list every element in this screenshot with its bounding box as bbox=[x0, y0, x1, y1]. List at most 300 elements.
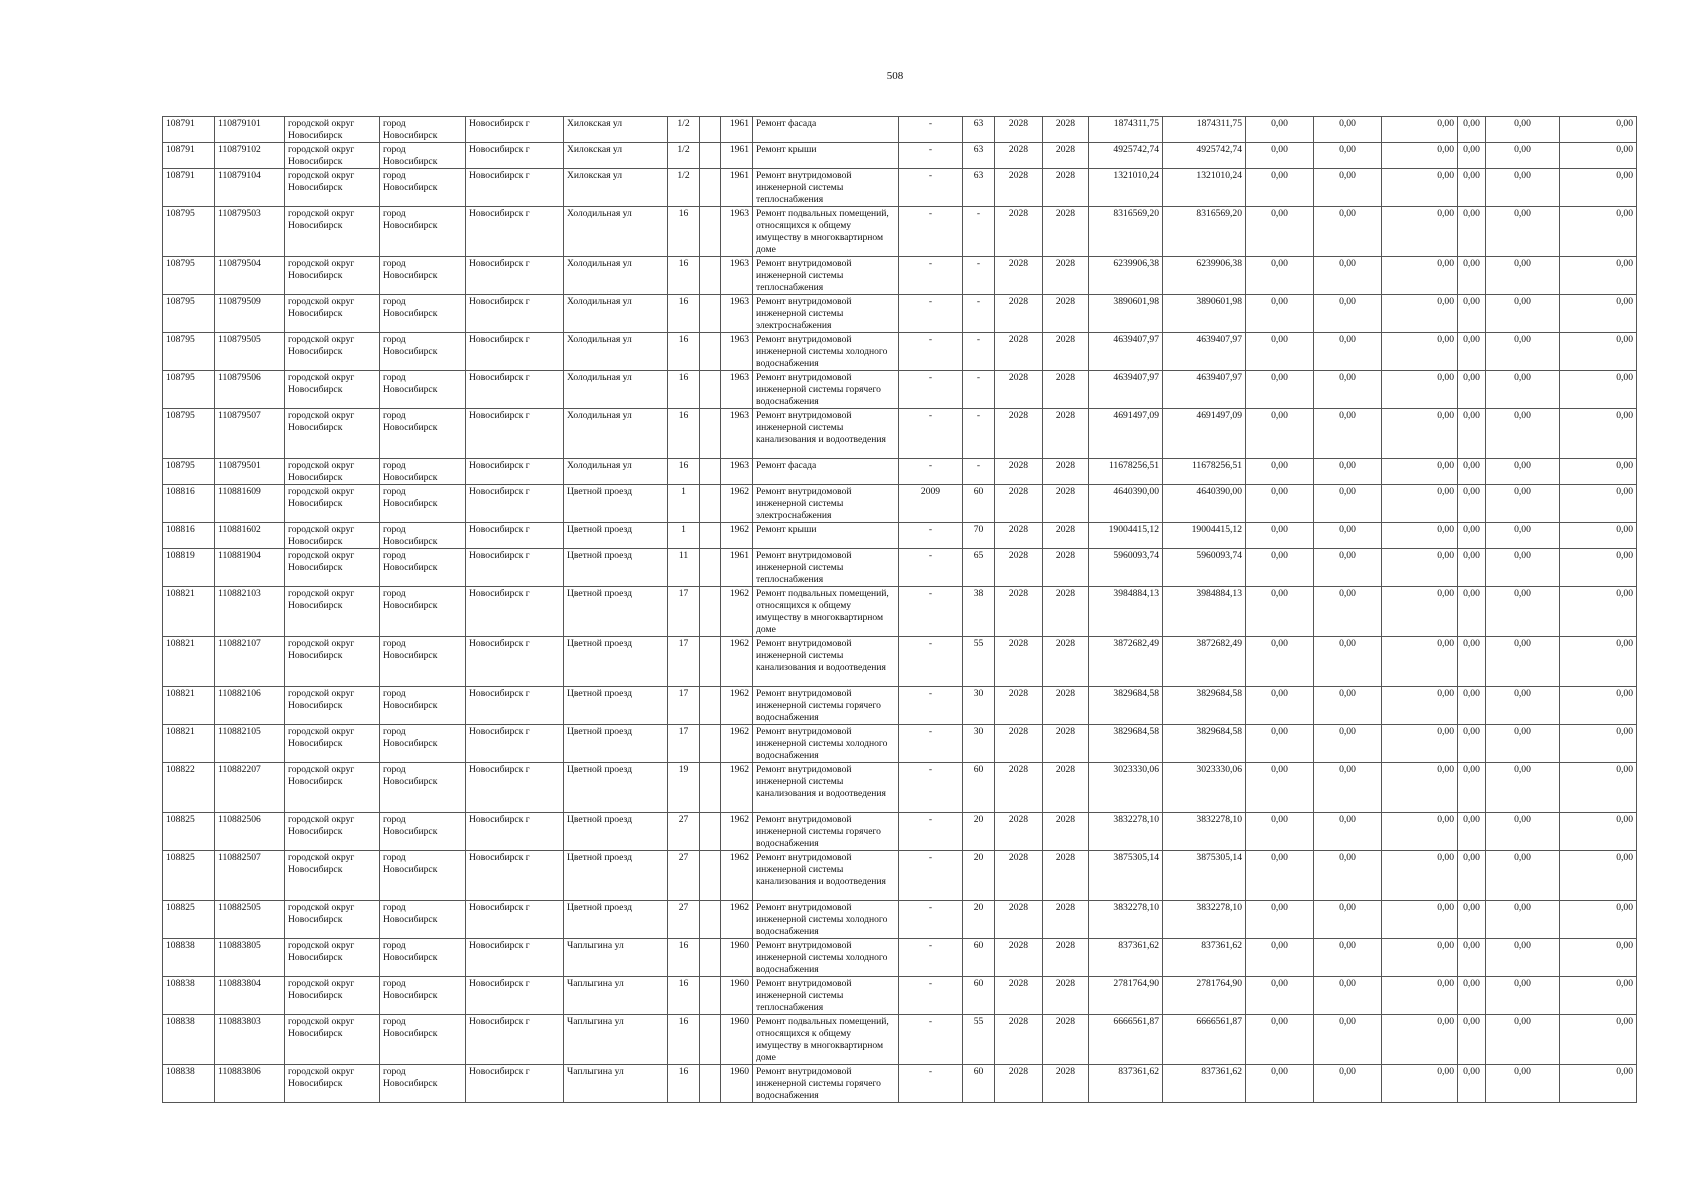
cell-street: Цветной проезд bbox=[564, 523, 668, 549]
cell-fund-cost: 3832278,10 bbox=[1163, 813, 1246, 851]
cell-build-year: 1963 bbox=[721, 257, 753, 295]
cell-reserve-b: 0,00 bbox=[1560, 207, 1637, 257]
cell-total-cost: 3829684,58 bbox=[1089, 687, 1163, 725]
cell-regional-funds: 0,00 bbox=[1246, 207, 1314, 257]
cell-reserve-a: 0,00 bbox=[1486, 459, 1560, 485]
cell-work-type: Ремонт внутридомовой инженерной системы горячего водоснабжения bbox=[753, 687, 899, 725]
cell-plan-year-from: 2028 bbox=[995, 813, 1043, 851]
cell-regional-funds: 0,00 bbox=[1246, 687, 1314, 725]
cell-reserve-a: 0,00 bbox=[1486, 169, 1560, 207]
cell-build-year: 1960 bbox=[721, 1015, 753, 1065]
cell-plan-year-to: 2028 bbox=[1043, 459, 1089, 485]
cell-wear-percent: - bbox=[963, 371, 995, 409]
cell-municipal-funds: 0,00 bbox=[1314, 977, 1382, 1015]
cell-regional-funds: 0,00 bbox=[1246, 851, 1314, 901]
cell-work-type: Ремонт внутридомовой инженерной системы горячего водоснабжения bbox=[753, 371, 899, 409]
cell-work-type: Ремонт внутридомовой инженерной системы холодного водоснабжения bbox=[753, 725, 899, 763]
cell-total-cost: 3984884,13 bbox=[1089, 587, 1163, 637]
cell-municipality: городской округ Новосибирск bbox=[285, 637, 380, 687]
cell-wear-percent: - bbox=[963, 333, 995, 371]
cell-work-id: 110879104 bbox=[215, 169, 285, 207]
cell-wear-percent: 20 bbox=[963, 901, 995, 939]
cell-reserve-a: 0,00 bbox=[1486, 977, 1560, 1015]
page-number: 508 bbox=[886, 70, 904, 82]
cell-plan-year-to: 2028 bbox=[1043, 763, 1089, 813]
cell-build-year: 1962 bbox=[721, 687, 753, 725]
cell-plan-year-to: 2028 bbox=[1043, 549, 1089, 587]
cell-regional-funds: 0,00 bbox=[1246, 169, 1314, 207]
cell-regional-funds: 0,00 bbox=[1246, 143, 1314, 169]
cell-building-id: 108822 bbox=[163, 763, 215, 813]
cell-street: Хилокская ул bbox=[564, 143, 668, 169]
cell-settlement: город Новосибирск bbox=[380, 117, 466, 143]
cell-city: Новосибирск г bbox=[466, 901, 564, 939]
cell-reserve-b: 0,00 bbox=[1560, 587, 1637, 637]
cell-last-repair-year: - bbox=[899, 523, 963, 549]
cell-total-cost: 837361,62 bbox=[1089, 939, 1163, 977]
cell-total-cost: 3832278,10 bbox=[1089, 813, 1163, 851]
cell-house-letter bbox=[700, 409, 721, 459]
cell-regional-funds: 0,00 bbox=[1246, 763, 1314, 813]
cell-reserve-b: 0,00 bbox=[1560, 485, 1637, 523]
cell-work-type: Ремонт фасада bbox=[753, 459, 899, 485]
cell-work-type: Ремонт внутридомовой инженерной системы горячего водоснабжения bbox=[753, 1065, 899, 1103]
cell-total-cost: 4925742,74 bbox=[1089, 143, 1163, 169]
cell-build-year: 1962 bbox=[721, 725, 753, 763]
cell-plan-year-to: 2028 bbox=[1043, 143, 1089, 169]
cell-municipality: городской округ Новосибирск bbox=[285, 587, 380, 637]
cell-plan-year-from: 2028 bbox=[995, 763, 1043, 813]
cell-reserve-a: 0,00 bbox=[1486, 207, 1560, 257]
cell-owners-funds: 0,00 bbox=[1382, 117, 1458, 143]
cell-last-repair-year: - bbox=[899, 763, 963, 813]
cell-reserve-a: 0,00 bbox=[1486, 295, 1560, 333]
cell-settlement: город Новосибирск bbox=[380, 257, 466, 295]
cell-regional-funds: 0,00 bbox=[1246, 549, 1314, 587]
cell-fund-cost: 4691497,09 bbox=[1163, 409, 1246, 459]
table-row bbox=[163, 939, 1637, 977]
cell-build-year: 1962 bbox=[721, 813, 753, 851]
cell-building-id: 108819 bbox=[163, 549, 215, 587]
table-row bbox=[163, 725, 1637, 763]
cell-reserve-a: 0,00 bbox=[1486, 637, 1560, 687]
cell-municipal-funds: 0,00 bbox=[1314, 901, 1382, 939]
cell-building-id: 108821 bbox=[163, 725, 215, 763]
cell-other-funds: 0,00 bbox=[1458, 459, 1486, 485]
cell-plan-year-to: 2028 bbox=[1043, 409, 1089, 459]
cell-plan-year-from: 2028 bbox=[995, 549, 1043, 587]
table-row bbox=[163, 637, 1637, 687]
cell-municipality: городской округ Новосибирск bbox=[285, 1065, 380, 1103]
cell-wear-percent: - bbox=[963, 257, 995, 295]
cell-total-cost: 3872682,49 bbox=[1089, 637, 1163, 687]
cell-plan-year-to: 2028 bbox=[1043, 687, 1089, 725]
cell-reserve-a: 0,00 bbox=[1486, 725, 1560, 763]
cell-total-cost: 3832278,10 bbox=[1089, 901, 1163, 939]
cell-reserve-b: 0,00 bbox=[1560, 295, 1637, 333]
cell-street: Холодильная ул bbox=[564, 409, 668, 459]
cell-owners-funds: 0,00 bbox=[1382, 295, 1458, 333]
cell-plan-year-to: 2028 bbox=[1043, 901, 1089, 939]
cell-street: Цветной проезд bbox=[564, 725, 668, 763]
cell-plan-year-to: 2028 bbox=[1043, 1065, 1089, 1103]
cell-municipal-funds: 0,00 bbox=[1314, 257, 1382, 295]
cell-build-year: 1962 bbox=[721, 763, 753, 813]
cell-wear-percent: 60 bbox=[963, 1065, 995, 1103]
cell-regional-funds: 0,00 bbox=[1246, 257, 1314, 295]
cell-build-year: 1962 bbox=[721, 851, 753, 901]
cell-wear-percent: 60 bbox=[963, 977, 995, 1015]
cell-wear-percent: 30 bbox=[963, 725, 995, 763]
cell-work-type: Ремонт подвальных помещений, относящихся к общему имуществу в многоквартирном доме bbox=[753, 207, 899, 257]
cell-work-type: Ремонт подвальных помещений, относящихся к общему имуществу в многоквартирном доме bbox=[753, 1015, 899, 1065]
cell-house-letter bbox=[700, 459, 721, 485]
cell-other-funds: 0,00 bbox=[1458, 371, 1486, 409]
cell-work-id: 110879101 bbox=[215, 117, 285, 143]
cell-wear-percent: - bbox=[963, 409, 995, 459]
cell-reserve-a: 0,00 bbox=[1486, 1015, 1560, 1065]
cell-other-funds: 0,00 bbox=[1458, 977, 1486, 1015]
cell-municipal-funds: 0,00 bbox=[1314, 1015, 1382, 1065]
cell-last-repair-year: - bbox=[899, 1015, 963, 1065]
table-row bbox=[163, 1015, 1637, 1065]
cell-house-letter bbox=[700, 939, 721, 977]
cell-other-funds: 0,00 bbox=[1458, 851, 1486, 901]
cell-other-funds: 0,00 bbox=[1458, 485, 1486, 523]
cell-other-funds: 0,00 bbox=[1458, 523, 1486, 549]
cell-work-id: 110883806 bbox=[215, 1065, 285, 1103]
cell-reserve-b: 0,00 bbox=[1560, 117, 1637, 143]
cell-work-type: Ремонт внутридомовой инженерной системы горячего водоснабжения bbox=[753, 813, 899, 851]
cell-build-year: 1963 bbox=[721, 333, 753, 371]
cell-owners-funds: 0,00 bbox=[1382, 207, 1458, 257]
cell-building-id: 108795 bbox=[163, 333, 215, 371]
cell-other-funds: 0,00 bbox=[1458, 1065, 1486, 1103]
cell-house-number: 27 bbox=[668, 813, 700, 851]
cell-work-id: 110881904 bbox=[215, 549, 285, 587]
cell-house-number: 1/2 bbox=[668, 117, 700, 143]
cell-municipality: городской округ Новосибирск bbox=[285, 763, 380, 813]
cell-regional-funds: 0,00 bbox=[1246, 1015, 1314, 1065]
cell-settlement: город Новосибирск bbox=[380, 763, 466, 813]
cell-city: Новосибирск г bbox=[466, 523, 564, 549]
cell-last-repair-year: - bbox=[899, 409, 963, 459]
cell-other-funds: 0,00 bbox=[1458, 813, 1486, 851]
cell-settlement: город Новосибирск bbox=[380, 409, 466, 459]
cell-building-id: 108795 bbox=[163, 459, 215, 485]
cell-other-funds: 0,00 bbox=[1458, 295, 1486, 333]
cell-house-letter bbox=[700, 549, 721, 587]
cell-building-id: 108825 bbox=[163, 901, 215, 939]
cell-city: Новосибирск г bbox=[466, 485, 564, 523]
cell-work-id: 110879504 bbox=[215, 257, 285, 295]
cell-plan-year-from: 2028 bbox=[995, 257, 1043, 295]
cell-regional-funds: 0,00 bbox=[1246, 939, 1314, 977]
cell-wear-percent: 38 bbox=[963, 587, 995, 637]
cell-work-id: 110879503 bbox=[215, 207, 285, 257]
cell-total-cost: 4691497,09 bbox=[1089, 409, 1163, 459]
cell-wear-percent: - bbox=[963, 459, 995, 485]
cell-total-cost: 11678256,51 bbox=[1089, 459, 1163, 485]
cell-city: Новосибирск г bbox=[466, 587, 564, 637]
cell-work-id: 110882505 bbox=[215, 901, 285, 939]
cell-owners-funds: 0,00 bbox=[1382, 763, 1458, 813]
cell-plan-year-from: 2028 bbox=[995, 143, 1043, 169]
table-row bbox=[163, 977, 1637, 1015]
cell-regional-funds: 0,00 bbox=[1246, 459, 1314, 485]
cell-city: Новосибирск г bbox=[466, 117, 564, 143]
cell-city: Новосибирск г bbox=[466, 1015, 564, 1065]
cell-settlement: город Новосибирск bbox=[380, 207, 466, 257]
cell-reserve-b: 0,00 bbox=[1560, 763, 1637, 813]
cell-work-id: 110882207 bbox=[215, 763, 285, 813]
cell-street: Чаплыгина ул bbox=[564, 977, 668, 1015]
cell-owners-funds: 0,00 bbox=[1382, 977, 1458, 1015]
cell-reserve-b: 0,00 bbox=[1560, 851, 1637, 901]
cell-municipality: городской округ Новосибирск bbox=[285, 687, 380, 725]
cell-work-id: 110882103 bbox=[215, 587, 285, 637]
cell-plan-year-from: 2028 bbox=[995, 459, 1043, 485]
cell-plan-year-to: 2028 bbox=[1043, 333, 1089, 371]
cell-work-id: 110882105 bbox=[215, 725, 285, 763]
cell-other-funds: 0,00 bbox=[1458, 1015, 1486, 1065]
cell-owners-funds: 0,00 bbox=[1382, 939, 1458, 977]
cell-build-year: 1963 bbox=[721, 371, 753, 409]
cell-work-type: Ремонт внутридомовой инженерной системы холодного водоснабжения bbox=[753, 333, 899, 371]
cell-building-id: 108838 bbox=[163, 939, 215, 977]
cell-house-number: 27 bbox=[668, 851, 700, 901]
cell-reserve-a: 0,00 bbox=[1486, 143, 1560, 169]
cell-plan-year-to: 2028 bbox=[1043, 725, 1089, 763]
cell-street: Цветной проезд bbox=[564, 485, 668, 523]
cell-municipal-funds: 0,00 bbox=[1314, 143, 1382, 169]
cell-last-repair-year: - bbox=[899, 333, 963, 371]
cell-owners-funds: 0,00 bbox=[1382, 371, 1458, 409]
cell-plan-year-from: 2028 bbox=[995, 117, 1043, 143]
cell-last-repair-year: - bbox=[899, 637, 963, 687]
cell-settlement: город Новосибирск bbox=[380, 295, 466, 333]
cell-reserve-b: 0,00 bbox=[1560, 459, 1637, 485]
cell-build-year: 1962 bbox=[721, 587, 753, 637]
cell-plan-year-from: 2028 bbox=[995, 851, 1043, 901]
table-row bbox=[163, 295, 1637, 333]
cell-reserve-b: 0,00 bbox=[1560, 901, 1637, 939]
cell-wear-percent: - bbox=[963, 207, 995, 257]
cell-fund-cost: 6239906,38 bbox=[1163, 257, 1246, 295]
cell-city: Новосибирск г bbox=[466, 409, 564, 459]
cell-work-id: 110882107 bbox=[215, 637, 285, 687]
table-row bbox=[163, 1065, 1637, 1103]
cell-city: Новосибирск г bbox=[466, 813, 564, 851]
cell-city: Новосибирск г bbox=[466, 637, 564, 687]
table-row bbox=[163, 763, 1637, 813]
cell-city: Новосибирск г bbox=[466, 939, 564, 977]
cell-municipality: городской округ Новосибирск bbox=[285, 295, 380, 333]
cell-reserve-b: 0,00 bbox=[1560, 939, 1637, 977]
cell-settlement: город Новосибирск bbox=[380, 549, 466, 587]
cell-reserve-b: 0,00 bbox=[1560, 549, 1637, 587]
cell-street: Цветной проезд bbox=[564, 549, 668, 587]
cell-last-repair-year: - bbox=[899, 459, 963, 485]
cell-house-letter bbox=[700, 587, 721, 637]
cell-plan-year-from: 2028 bbox=[995, 587, 1043, 637]
cell-house-letter bbox=[700, 813, 721, 851]
cell-owners-funds: 0,00 bbox=[1382, 1065, 1458, 1103]
cell-other-funds: 0,00 bbox=[1458, 587, 1486, 637]
cell-building-id: 108795 bbox=[163, 371, 215, 409]
cell-last-repair-year: - bbox=[899, 851, 963, 901]
cell-city: Новосибирск г bbox=[466, 143, 564, 169]
cell-work-type: Ремонт внутридомовой инженерной системы электроснабжения bbox=[753, 485, 899, 523]
cell-city: Новосибирск г bbox=[466, 459, 564, 485]
cell-wear-percent: 60 bbox=[963, 939, 995, 977]
cell-plan-year-from: 2028 bbox=[995, 637, 1043, 687]
cell-house-number: 1/2 bbox=[668, 143, 700, 169]
cell-wear-percent: 70 bbox=[963, 523, 995, 549]
cell-fund-cost: 8316569,20 bbox=[1163, 207, 1246, 257]
cell-total-cost: 4639407,97 bbox=[1089, 333, 1163, 371]
cell-house-letter bbox=[700, 1015, 721, 1065]
cell-build-year: 1962 bbox=[721, 523, 753, 549]
cell-settlement: город Новосибирск bbox=[380, 371, 466, 409]
table-row bbox=[163, 901, 1637, 939]
cell-reserve-a: 0,00 bbox=[1486, 813, 1560, 851]
cell-total-cost: 6666561,87 bbox=[1089, 1015, 1163, 1065]
cell-build-year: 1960 bbox=[721, 939, 753, 977]
cell-plan-year-to: 2028 bbox=[1043, 485, 1089, 523]
cell-reserve-b: 0,00 bbox=[1560, 143, 1637, 169]
cell-municipal-funds: 0,00 bbox=[1314, 851, 1382, 901]
cell-work-type: Ремонт внутридомовой инженерной системы канализования и водоотведения bbox=[753, 851, 899, 901]
cell-street: Холодильная ул bbox=[564, 459, 668, 485]
cell-plan-year-from: 2028 bbox=[995, 371, 1043, 409]
cell-fund-cost: 5960093,74 bbox=[1163, 549, 1246, 587]
table-row bbox=[163, 587, 1637, 637]
cell-municipality: городской округ Новосибирск bbox=[285, 1015, 380, 1065]
cell-reserve-b: 0,00 bbox=[1560, 169, 1637, 207]
cell-building-id: 108825 bbox=[163, 851, 215, 901]
cell-regional-funds: 0,00 bbox=[1246, 295, 1314, 333]
cell-fund-cost: 4639407,97 bbox=[1163, 371, 1246, 409]
cell-house-letter bbox=[700, 763, 721, 813]
cell-reserve-a: 0,00 bbox=[1486, 333, 1560, 371]
table-row bbox=[163, 523, 1637, 549]
cell-house-letter bbox=[700, 333, 721, 371]
cell-reserve-a: 0,00 bbox=[1486, 523, 1560, 549]
cell-reserve-b: 0,00 bbox=[1560, 813, 1637, 851]
cell-fund-cost: 3023330,06 bbox=[1163, 763, 1246, 813]
cell-total-cost: 837361,62 bbox=[1089, 1065, 1163, 1103]
cell-last-repair-year: - bbox=[899, 549, 963, 587]
cell-work-type: Ремонт внутридомовой инженерной системы холодного водоснабжения bbox=[753, 939, 899, 977]
cell-city: Новосибирск г bbox=[466, 725, 564, 763]
cell-fund-cost: 3829684,58 bbox=[1163, 725, 1246, 763]
cell-owners-funds: 0,00 bbox=[1382, 725, 1458, 763]
cell-city: Новосибирск г bbox=[466, 549, 564, 587]
cell-work-type: Ремонт внутридомовой инженерной системы теплоснабжения bbox=[753, 257, 899, 295]
cell-fund-cost: 1874311,75 bbox=[1163, 117, 1246, 143]
cell-street: Хилокская ул bbox=[564, 169, 668, 207]
cell-fund-cost: 3832278,10 bbox=[1163, 901, 1246, 939]
cell-work-id: 110883803 bbox=[215, 1015, 285, 1065]
cell-last-repair-year: - bbox=[899, 295, 963, 333]
cell-plan-year-from: 2028 bbox=[995, 939, 1043, 977]
cell-reserve-b: 0,00 bbox=[1560, 523, 1637, 549]
cell-regional-funds: 0,00 bbox=[1246, 409, 1314, 459]
cell-house-number: 1/2 bbox=[668, 169, 700, 207]
cell-other-funds: 0,00 bbox=[1458, 549, 1486, 587]
cell-build-year: 1963 bbox=[721, 409, 753, 459]
table-row bbox=[163, 333, 1637, 371]
cell-plan-year-from: 2028 bbox=[995, 169, 1043, 207]
cell-house-number: 16 bbox=[668, 333, 700, 371]
cell-house-number: 16 bbox=[668, 257, 700, 295]
cell-work-type: Ремонт крыши bbox=[753, 143, 899, 169]
cell-house-letter bbox=[700, 687, 721, 725]
cell-municipality: городской округ Новосибирск bbox=[285, 901, 380, 939]
cell-house-letter bbox=[700, 1065, 721, 1103]
cell-municipal-funds: 0,00 bbox=[1314, 169, 1382, 207]
cell-regional-funds: 0,00 bbox=[1246, 523, 1314, 549]
cell-municipality: городской округ Новосибирск bbox=[285, 169, 380, 207]
cell-owners-funds: 0,00 bbox=[1382, 687, 1458, 725]
cell-municipality: городской округ Новосибирск bbox=[285, 333, 380, 371]
cell-reserve-a: 0,00 bbox=[1486, 587, 1560, 637]
cell-city: Новосибирск г bbox=[466, 371, 564, 409]
cell-reserve-a: 0,00 bbox=[1486, 851, 1560, 901]
cell-plan-year-to: 2028 bbox=[1043, 587, 1089, 637]
cell-total-cost: 2781764,90 bbox=[1089, 977, 1163, 1015]
cell-build-year: 1963 bbox=[721, 459, 753, 485]
cell-plan-year-from: 2028 bbox=[995, 409, 1043, 459]
cell-work-id: 110879509 bbox=[215, 295, 285, 333]
cell-build-year: 1960 bbox=[721, 1065, 753, 1103]
cell-municipal-funds: 0,00 bbox=[1314, 207, 1382, 257]
cell-work-id: 110879505 bbox=[215, 333, 285, 371]
cell-total-cost: 5960093,74 bbox=[1089, 549, 1163, 587]
cell-last-repair-year: - bbox=[899, 587, 963, 637]
cell-settlement: город Новосибирск bbox=[380, 813, 466, 851]
cell-reserve-b: 0,00 bbox=[1560, 1015, 1637, 1065]
cell-work-id: 110882506 bbox=[215, 813, 285, 851]
cell-last-repair-year: - bbox=[899, 169, 963, 207]
cell-plan-year-to: 2028 bbox=[1043, 169, 1089, 207]
cell-municipality: городской округ Новосибирск bbox=[285, 939, 380, 977]
cell-fund-cost: 837361,62 bbox=[1163, 1065, 1246, 1103]
cell-wear-percent: 63 bbox=[963, 143, 995, 169]
cell-other-funds: 0,00 bbox=[1458, 901, 1486, 939]
cell-fund-cost: 11678256,51 bbox=[1163, 459, 1246, 485]
cell-fund-cost: 4640390,00 bbox=[1163, 485, 1246, 523]
cell-work-type: Ремонт внутридомовой инженерной системы канализования и водоотведения bbox=[753, 763, 899, 813]
cell-municipality: городской округ Новосибирск bbox=[285, 523, 380, 549]
cell-city: Новосибирск г bbox=[466, 977, 564, 1015]
cell-house-number: 16 bbox=[668, 371, 700, 409]
cell-building-id: 108825 bbox=[163, 813, 215, 851]
cell-street: Чаплыгина ул bbox=[564, 1065, 668, 1103]
cell-building-id: 108821 bbox=[163, 587, 215, 637]
cell-fund-cost: 1321010,24 bbox=[1163, 169, 1246, 207]
cell-building-id: 108795 bbox=[163, 409, 215, 459]
cell-reserve-a: 0,00 bbox=[1486, 939, 1560, 977]
cell-building-id: 108795 bbox=[163, 207, 215, 257]
cell-reserve-a: 0,00 bbox=[1486, 549, 1560, 587]
cell-house-number: 1 bbox=[668, 485, 700, 523]
cell-fund-cost: 2781764,90 bbox=[1163, 977, 1246, 1015]
cell-municipality: городской округ Новосибирск bbox=[285, 549, 380, 587]
cell-house-number: 19 bbox=[668, 763, 700, 813]
cell-wear-percent: 60 bbox=[963, 763, 995, 813]
